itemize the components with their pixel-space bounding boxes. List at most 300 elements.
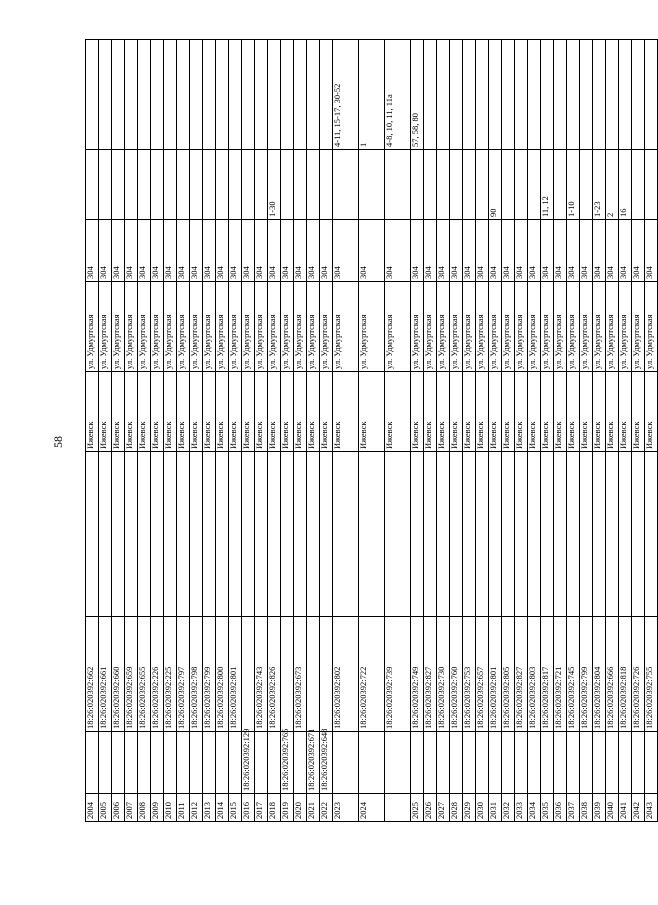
street-cell: ул. Удмуртская <box>619 282 632 372</box>
city-cell: Ижевск <box>619 372 632 452</box>
apartments-cell: 16 <box>619 150 632 220</box>
table-row <box>99 40 112 822</box>
empty-cell <box>528 452 541 617</box>
table-row <box>515 40 528 822</box>
city-cell: Ижевск <box>567 372 580 452</box>
parcel-number-cell <box>515 732 528 794</box>
street-cell: ул. Удмуртская <box>112 282 125 372</box>
empty-cell <box>307 452 320 617</box>
premises-cell <box>255 40 268 150</box>
row-number-cell: 2028 <box>450 794 463 822</box>
premises-cell <box>463 40 476 150</box>
row-number-cell: 2020 <box>294 794 307 822</box>
empty-cell <box>203 452 216 617</box>
premises-cell: 4-8, 10, 11, 11а <box>385 40 411 150</box>
street-cell: ул. Удмуртская <box>606 282 619 372</box>
table-row <box>177 40 190 822</box>
cadastral-number-cell: 18:26:020392:797 <box>177 617 190 732</box>
parcel-number-cell: 18:26:020392:765 <box>281 732 294 794</box>
cadastral-number-cell: 18:26:020392:659 <box>125 617 138 732</box>
parcel-number-cell <box>151 732 164 794</box>
row-number-cell: 2018 <box>268 794 281 822</box>
city-cell: Ижевск <box>125 372 138 452</box>
house-number-cell: 304 <box>177 220 190 282</box>
row-number-cell: 2006 <box>112 794 125 822</box>
cadastral-number-cell: 18:26:020392:743 <box>255 617 268 732</box>
empty-cell <box>216 452 229 617</box>
city-cell: Ижевск <box>112 372 125 452</box>
table-row <box>255 40 268 822</box>
cadastral-number-cell: 18:26:020392:661 <box>99 617 112 732</box>
empty-cell <box>567 452 580 617</box>
premises-cell <box>450 40 463 150</box>
cadastral-number-cell: 18:26:020392:760 <box>450 617 463 732</box>
house-number-cell: 304 <box>203 220 216 282</box>
cadastral-number-cell: 18:26:020392:799 <box>580 617 593 732</box>
table-row <box>151 40 164 822</box>
street-cell: ул. Удмуртская <box>164 282 177 372</box>
premises-cell <box>580 40 593 150</box>
table-row <box>138 40 151 822</box>
street-cell: ул. Удмуртская <box>424 282 437 372</box>
city-cell: Ижевск <box>320 372 333 452</box>
apartments-cell <box>463 150 476 220</box>
cadastral-number-cell: 18:26:020392:818 <box>619 617 632 732</box>
house-number-cell: 304 <box>294 220 307 282</box>
house-number-cell: 304 <box>411 220 424 282</box>
house-number-cell: 304 <box>359 220 385 282</box>
table-row <box>268 40 281 822</box>
premises-cell <box>164 40 177 150</box>
empty-cell <box>125 452 138 617</box>
house-number-cell: 304 <box>86 220 99 282</box>
city-cell: Ижевск <box>307 372 320 452</box>
apartments-cell <box>333 150 359 220</box>
row-number-cell: 2038 <box>580 794 593 822</box>
city-cell: Ижевск <box>489 372 502 452</box>
row-number-cell: 2042 <box>632 794 645 822</box>
row-number-cell: 2025 <box>411 794 424 822</box>
empty-cell <box>619 452 632 617</box>
row-number-cell: 2024 <box>359 794 385 822</box>
premises-cell <box>528 40 541 150</box>
city-cell: Ижевск <box>255 372 268 452</box>
empty-cell <box>190 452 203 617</box>
apartments-cell <box>112 150 125 220</box>
empty-cell <box>359 452 385 617</box>
table-row <box>567 40 580 822</box>
house-number-cell: 304 <box>138 220 151 282</box>
house-number-cell: 304 <box>619 220 632 282</box>
premises-cell <box>229 40 242 150</box>
street-cell: ул. Удмуртская <box>255 282 268 372</box>
house-number-cell: 304 <box>268 220 281 282</box>
apartments-cell <box>190 150 203 220</box>
city-cell: Ижевск <box>580 372 593 452</box>
parcel-number-cell <box>255 732 268 794</box>
premises-cell <box>268 40 281 150</box>
row-number-cell: 2023 <box>333 794 359 822</box>
street-cell: ул. Удмуртская <box>515 282 528 372</box>
cadastral-number-cell: 18:26:020392:666 <box>606 617 619 732</box>
house-number-cell: 304 <box>476 220 489 282</box>
city-cell: Ижевск <box>541 372 554 452</box>
cadastral-number-cell: 18:26:020392:801 <box>489 617 502 732</box>
table-row <box>632 40 645 822</box>
premises-cell <box>320 40 333 150</box>
table-row <box>476 40 489 822</box>
premises-cell <box>151 40 164 150</box>
street-cell: ул. Удмуртская <box>203 282 216 372</box>
street-cell: ул. Удмуртская <box>645 282 658 372</box>
street-cell: ул. Удмуртская <box>281 282 294 372</box>
empty-cell <box>86 452 99 617</box>
apartments-cell <box>164 150 177 220</box>
empty-cell <box>281 452 294 617</box>
street-cell: ул. Удмуртская <box>489 282 502 372</box>
parcel-number-cell: 18:26:020392:648 <box>320 732 333 794</box>
street-cell: ул. Удмуртская <box>294 282 307 372</box>
house-number-cell: 304 <box>489 220 502 282</box>
apartments-cell <box>385 150 411 220</box>
house-number-cell: 304 <box>437 220 450 282</box>
house-number-cell: 304 <box>99 220 112 282</box>
house-number-cell: 304 <box>216 220 229 282</box>
premises-cell: 1 <box>359 40 385 150</box>
premises-cell <box>489 40 502 150</box>
parcel-number-cell <box>489 732 502 794</box>
table-row <box>281 40 294 822</box>
row-number-cell: 2032 <box>502 794 515 822</box>
city-cell: Ижевск <box>190 372 203 452</box>
empty-cell <box>554 452 567 617</box>
page-number: 58 <box>51 436 65 448</box>
table-row <box>580 40 593 822</box>
empty-cell <box>606 452 619 617</box>
apartments-cell <box>580 150 593 220</box>
premises-cell <box>86 40 99 150</box>
cadastral-number-cell: 18:26:020392:745 <box>567 617 580 732</box>
premises-cell <box>112 40 125 150</box>
cadastral-number-cell: 18:26:020392:225 <box>164 617 177 732</box>
street-cell: ул. Удмуртская <box>528 282 541 372</box>
cadastral-number-cell: 18:26:020392:801 <box>229 617 242 732</box>
house-number-cell: 304 <box>164 220 177 282</box>
premises-cell <box>203 40 216 150</box>
table-row <box>619 40 632 822</box>
row-number-cell: 2010 <box>164 794 177 822</box>
street-cell: ул. Удмуртская <box>177 282 190 372</box>
city-cell: Ижевск <box>99 372 112 452</box>
row-number-cell: 2027 <box>437 794 450 822</box>
row-number-cell: 2007 <box>125 794 138 822</box>
house-number-cell: 304 <box>632 220 645 282</box>
empty-cell <box>112 452 125 617</box>
premises-cell <box>437 40 450 150</box>
empty-cell <box>229 452 242 617</box>
row-number-cell: 2013 <box>203 794 216 822</box>
register-table-wrapper <box>85 40 654 822</box>
row-number-cell: 2014 <box>216 794 229 822</box>
cadastral-number-cell: 18:26:020392:739 <box>385 617 411 732</box>
row-number-cell: 2019 <box>281 794 294 822</box>
street-cell: ул. Удмуртская <box>242 282 255 372</box>
house-number-cell: 304 <box>229 220 242 282</box>
parcel-number-cell <box>385 732 411 794</box>
empty-cell <box>333 452 359 617</box>
row-number-cell: 2037 <box>567 794 580 822</box>
table-row <box>541 40 554 822</box>
parcel-number-cell <box>528 732 541 794</box>
row-number-cell: 2022 <box>320 794 333 822</box>
city-cell: Ижевск <box>463 372 476 452</box>
parcel-number-cell <box>125 732 138 794</box>
apartments-cell <box>437 150 450 220</box>
city-cell: Ижевск <box>502 372 515 452</box>
city-cell: Ижевск <box>242 372 255 452</box>
street-cell: ул. Удмуртская <box>216 282 229 372</box>
parcel-number-cell <box>593 732 606 794</box>
house-number-cell: 304 <box>528 220 541 282</box>
table-row <box>112 40 125 822</box>
city-cell: Ижевск <box>86 372 99 452</box>
empty-cell <box>424 452 437 617</box>
table-row <box>333 40 359 822</box>
empty-cell <box>502 452 515 617</box>
street-cell: ул. Удмуртская <box>476 282 489 372</box>
table-row <box>528 40 541 822</box>
parcel-number-cell <box>645 732 658 794</box>
empty-cell <box>138 452 151 617</box>
table-row <box>593 40 606 822</box>
parcel-number-cell: 18:26:020392:671 <box>307 732 320 794</box>
premises-cell <box>502 40 515 150</box>
premises-cell <box>190 40 203 150</box>
table-row <box>294 40 307 822</box>
row-number-cell: 2031 <box>489 794 502 822</box>
parcel-number-cell: 18:26:020392:129 <box>242 732 255 794</box>
parcel-number-cell <box>333 732 359 794</box>
street-cell: ул. Удмуртская <box>411 282 424 372</box>
house-number-cell: 304 <box>463 220 476 282</box>
city-cell: Ижевск <box>515 372 528 452</box>
apartments-cell: 90 <box>489 150 502 220</box>
house-number-cell: 304 <box>320 220 333 282</box>
apartments-cell <box>411 150 424 220</box>
table-row <box>242 40 255 822</box>
empty-cell <box>450 452 463 617</box>
street-cell: ул. Удмуртская <box>463 282 476 372</box>
city-cell: Ижевск <box>450 372 463 452</box>
city-cell: Ижевск <box>606 372 619 452</box>
apartments-cell <box>229 150 242 220</box>
parcel-number-cell <box>190 732 203 794</box>
empty-cell <box>164 452 177 617</box>
premises-cell <box>294 40 307 150</box>
apartments-cell <box>307 150 320 220</box>
premises-cell <box>554 40 567 150</box>
empty-cell <box>437 452 450 617</box>
premises-cell <box>632 40 645 150</box>
premises-cell <box>125 40 138 150</box>
city-cell: Ижевск <box>645 372 658 452</box>
apartments-cell <box>294 150 307 220</box>
table-row <box>437 40 450 822</box>
table-row <box>216 40 229 822</box>
parcel-number-cell <box>203 732 216 794</box>
apartments-cell <box>177 150 190 220</box>
street-cell: ул. Удмуртская <box>580 282 593 372</box>
premises-cell <box>216 40 229 150</box>
apartments-cell: 1-10 <box>567 150 580 220</box>
table-row <box>125 40 138 822</box>
city-cell: Ижевск <box>554 372 567 452</box>
apartments-cell: 1-23 <box>593 150 606 220</box>
city-cell: Ижевск <box>411 372 424 452</box>
row-number-cell: 2016 <box>242 794 255 822</box>
street-cell: ул. Удмуртская <box>450 282 463 372</box>
apartments-cell <box>515 150 528 220</box>
cadastral-number-cell: 18:26:020392:827 <box>424 617 437 732</box>
table-row <box>424 40 437 822</box>
premises-cell <box>307 40 320 150</box>
apartments-cell <box>320 150 333 220</box>
house-number-cell: 304 <box>502 220 515 282</box>
house-number-cell: 304 <box>112 220 125 282</box>
register-table <box>85 39 658 822</box>
premises-cell <box>476 40 489 150</box>
street-cell: ул. Удмуртская <box>567 282 580 372</box>
cadastral-number-cell: 18:26:020392:721 <box>554 617 567 732</box>
apartments-cell <box>424 150 437 220</box>
premises-cell <box>515 40 528 150</box>
parcel-number-cell <box>424 732 437 794</box>
apartments-cell <box>203 150 216 220</box>
city-cell: Ижевск <box>424 372 437 452</box>
apartments-cell <box>359 150 385 220</box>
cadastral-number-cell: 18:26:020392:726 <box>632 617 645 732</box>
city-cell: Ижевск <box>281 372 294 452</box>
cadastral-number-cell: 18:26:020392:826 <box>268 617 281 732</box>
empty-cell <box>99 452 112 617</box>
apartments-cell <box>281 150 294 220</box>
row-number-cell: 2012 <box>190 794 203 822</box>
cadastral-number-cell: 18:26:020392:804 <box>593 617 606 732</box>
empty-cell <box>320 452 333 617</box>
apartments-cell <box>151 150 164 220</box>
premises-cell <box>424 40 437 150</box>
table-row <box>190 40 203 822</box>
street-cell: ул. Удмуртская <box>437 282 450 372</box>
row-number-cell: 2004 <box>86 794 99 822</box>
house-number-cell: 304 <box>255 220 268 282</box>
empty-cell <box>177 452 190 617</box>
table-row <box>411 40 424 822</box>
city-cell: Ижевск <box>294 372 307 452</box>
parcel-number-cell <box>541 732 554 794</box>
house-number-cell: 304 <box>580 220 593 282</box>
street-cell: ул. Удмуртская <box>502 282 515 372</box>
empty-cell <box>268 452 281 617</box>
empty-cell <box>489 452 502 617</box>
cadastral-number-cell: 18:26:020392:800 <box>216 617 229 732</box>
house-number-cell: 304 <box>333 220 359 282</box>
table-row <box>606 40 619 822</box>
parcel-number-cell <box>502 732 515 794</box>
parcel-number-cell <box>606 732 619 794</box>
row-number-cell: 2039 <box>593 794 606 822</box>
parcel-number-cell <box>567 732 580 794</box>
cadastral-number-cell <box>281 617 294 732</box>
row-number-cell: 2008 <box>138 794 151 822</box>
cadastral-number-cell: 18:26:020392:803 <box>528 617 541 732</box>
row-number-cell: 2033 <box>515 794 528 822</box>
house-number-cell: 304 <box>606 220 619 282</box>
city-cell: Ижевск <box>528 372 541 452</box>
parcel-number-cell <box>437 732 450 794</box>
apartments-cell <box>242 150 255 220</box>
cadastral-number-cell <box>307 617 320 732</box>
street-cell: ул. Удмуртская <box>268 282 281 372</box>
parcel-number-cell <box>476 732 489 794</box>
table-row <box>385 40 411 822</box>
cadastral-number-cell: 18:26:020392:799 <box>203 617 216 732</box>
parcel-number-cell <box>99 732 112 794</box>
city-cell: Ижевск <box>203 372 216 452</box>
empty-cell <box>255 452 268 617</box>
cadastral-number-cell: 18:26:020392:805 <box>502 617 515 732</box>
cadastral-number-cell: 18:26:020392:662 <box>86 617 99 732</box>
cadastral-number-cell: 18:26:020392:226 <box>151 617 164 732</box>
premises-cell <box>567 40 580 150</box>
city-cell: Ижевск <box>385 372 411 452</box>
cadastral-number-cell: 18:26:020392:749 <box>411 617 424 732</box>
empty-cell <box>632 452 645 617</box>
premises-cell <box>281 40 294 150</box>
apartments-cell <box>125 150 138 220</box>
city-cell: Ижевск <box>177 372 190 452</box>
table-row <box>502 40 515 822</box>
city-cell: Ижевск <box>593 372 606 452</box>
house-number-cell: 304 <box>190 220 203 282</box>
parcel-number-cell <box>632 732 645 794</box>
row-number-cell: 2040 <box>606 794 619 822</box>
parcel-number-cell <box>268 732 281 794</box>
table-row <box>320 40 333 822</box>
cadastral-number-cell <box>320 617 333 732</box>
house-number-cell: 304 <box>645 220 658 282</box>
house-number-cell: 304 <box>450 220 463 282</box>
parcel-number-cell <box>359 732 385 794</box>
apartments-cell <box>554 150 567 220</box>
row-number-cell: 2021 <box>307 794 320 822</box>
empty-cell <box>411 452 424 617</box>
house-number-cell: 304 <box>593 220 606 282</box>
row-number-cell: 2015 <box>229 794 242 822</box>
parcel-number-cell <box>619 732 632 794</box>
empty-cell <box>385 452 411 617</box>
parcel-number-cell <box>86 732 99 794</box>
table-row <box>307 40 320 822</box>
empty-cell <box>242 452 255 617</box>
premises-cell <box>99 40 112 150</box>
parcel-number-cell <box>138 732 151 794</box>
table-row <box>229 40 242 822</box>
apartments-cell <box>138 150 151 220</box>
street-cell: ул. Удмуртская <box>632 282 645 372</box>
house-number-cell: 304 <box>541 220 554 282</box>
empty-cell <box>294 452 307 617</box>
